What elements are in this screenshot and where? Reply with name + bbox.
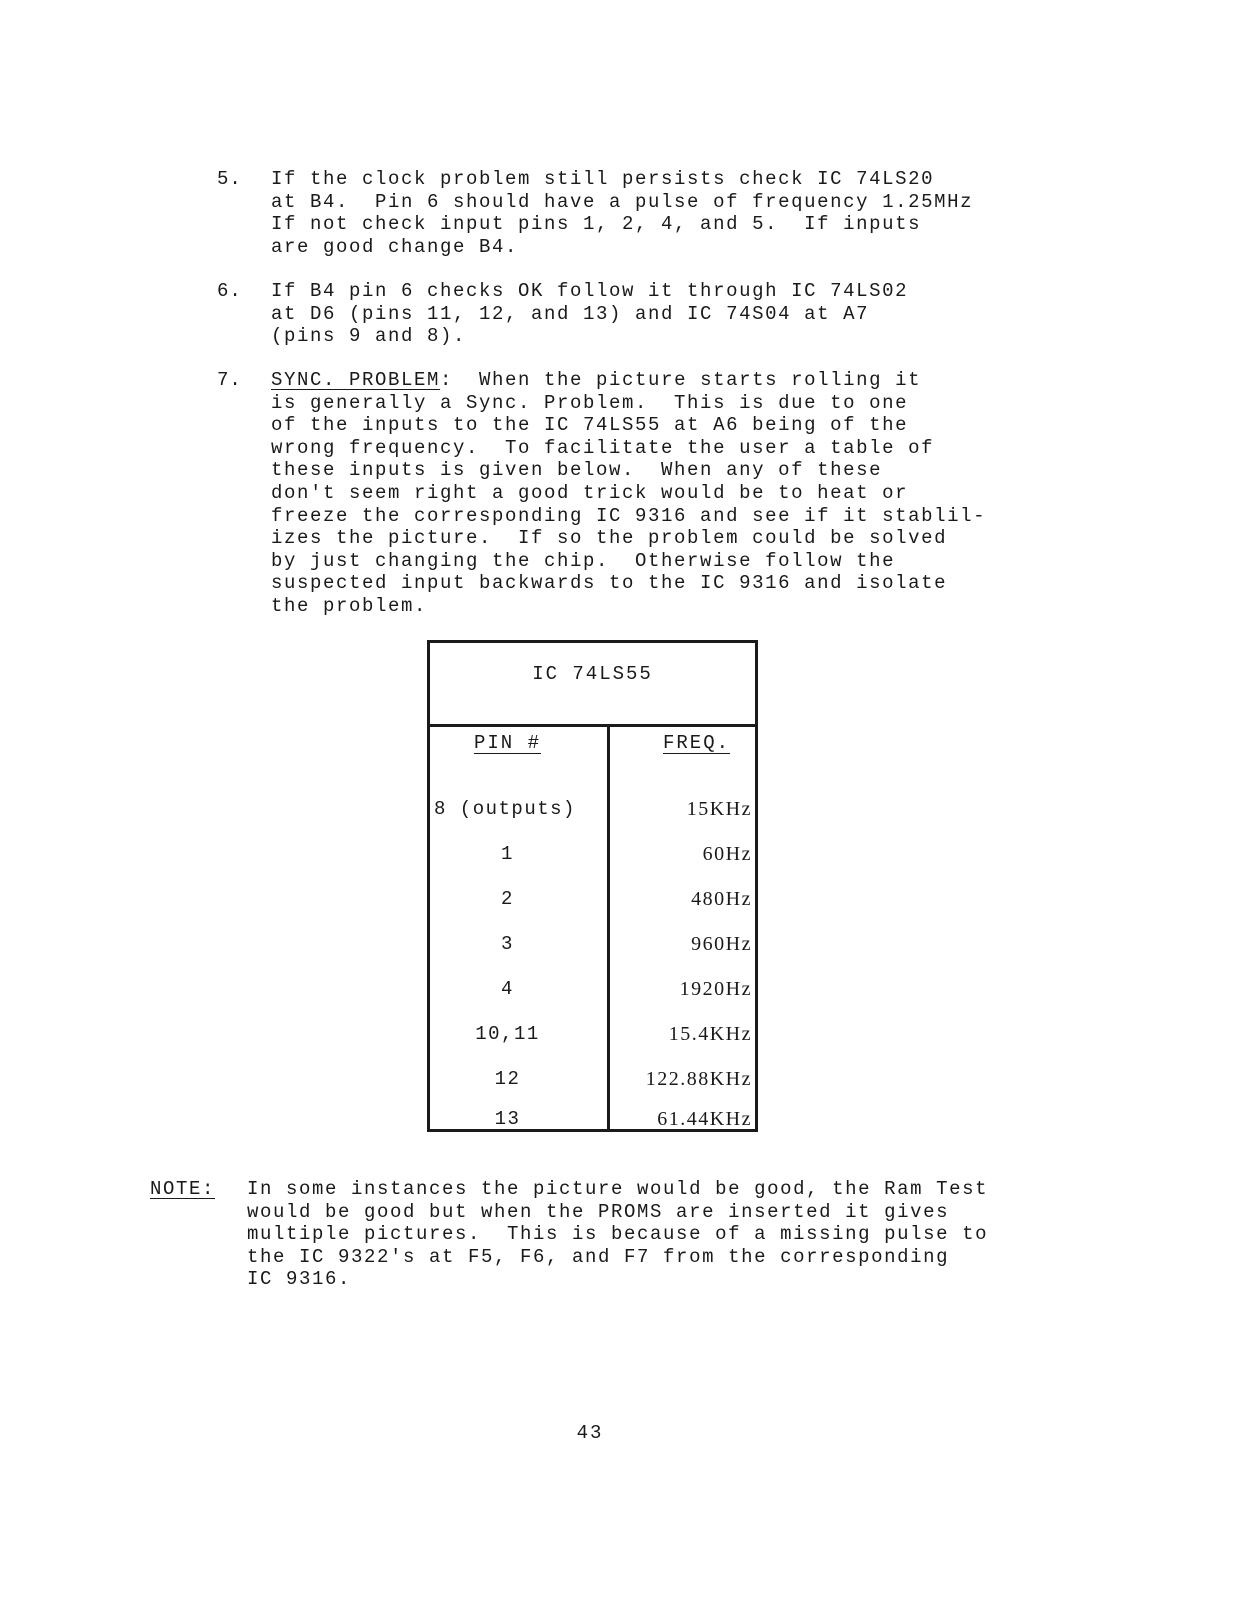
text-line: these inputs is given below. When any of these (271, 459, 883, 482)
text-line: are good change B4. (271, 235, 519, 258)
freq-cell: 1920Hz (679, 978, 752, 1000)
note-label: NOTE: (150, 1178, 216, 1200)
text-fragment: : When the picture starts rolling it (440, 369, 922, 391)
text-line: would be good but when the PROMS are inserted it gives (247, 1200, 950, 1223)
table-row (430, 888, 755, 918)
pin-cell: 1 (501, 843, 514, 865)
section-heading: SYNC. PROBLEM (271, 369, 441, 391)
column-header-pin: PIN # (474, 732, 542, 754)
table-row (430, 1108, 755, 1138)
freq-cell: 15KHz (686, 798, 752, 820)
text-line: IC 9316. (247, 1268, 352, 1291)
text-line: In some instances the picture would be good, the Ram Test (247, 1178, 989, 1200)
text-line (271, 369, 1041, 392)
pin-cell: 12 (494, 1068, 521, 1090)
text-line: of the inputs to the IC 74LS55 at A6 being of the (271, 414, 909, 437)
text-line: is generally a Sync. Problem. This is due to one (271, 391, 909, 414)
item-text (271, 369, 1041, 618)
freq-cell: 122.88KHz (645, 1068, 752, 1090)
text-line: don't seem right a good trick would be to heat or (271, 481, 909, 504)
frequency-table (427, 640, 758, 1132)
text-line: the problem. (271, 594, 428, 617)
freq-cell: 960Hz (691, 933, 752, 955)
pin-cell: 8 (outputs) (434, 798, 576, 820)
freq-cell: 60Hz (702, 843, 752, 865)
page-number: 43 (576, 1422, 604, 1444)
text-line: the IC 9322's at F5, F6, and F7 from the corresponding (247, 1245, 950, 1268)
text-line: suspected input backwards to the IC 9316 and isolate (271, 572, 948, 595)
table-row (430, 1023, 755, 1053)
item-number: 5. (217, 168, 242, 190)
text-line: at D6 (pins 11, 12, and 13) and IC 74S04 at A7 (271, 302, 870, 325)
text-line: izes the picture. If so the problem could be solved (271, 527, 948, 550)
text-line: at B4. Pin 6 should have a pulse of frequency 1.25MHz (271, 190, 974, 213)
text-line: multiple pictures. This is because of a missing pulse to (247, 1223, 989, 1246)
pin-cell: 3 (501, 933, 514, 955)
text-line: If B4 pin 6 checks OK follow it through IC 74LS02 (271, 280, 909, 302)
table-title-cell (430, 643, 755, 727)
freq-cell: 15.4KHz (668, 1023, 752, 1045)
text-line: If the clock problem still persists check IC 74LS20 (271, 168, 935, 190)
table-row (430, 798, 755, 828)
table-row (430, 933, 755, 963)
pin-cell: 4 (501, 978, 514, 1000)
item-text (271, 168, 1041, 258)
pin-cell: 2 (501, 888, 514, 910)
note-text (247, 1178, 988, 1291)
item-text (271, 280, 1041, 348)
table-row (430, 1068, 755, 1098)
text-line: If not check input pins 1, 2, 4, and 5. If inputs (271, 213, 922, 236)
text-line: (pins 9 and 8). (271, 325, 467, 348)
freq-cell: 61.44KHz (657, 1108, 752, 1130)
freq-cell: 480Hz (691, 888, 752, 910)
table-row (430, 978, 755, 1008)
pin-cell: 13 (494, 1108, 521, 1130)
text-line: by just changing the chip. Otherwise follow the (271, 549, 896, 572)
item-number: 6. (217, 280, 242, 302)
pin-cell: 10,11 (475, 1023, 540, 1045)
table-row (430, 843, 755, 873)
table-title: IC 74LS55 (532, 663, 653, 685)
text-line: wrong frequency. To facilitate the user a table of (271, 436, 935, 459)
column-header-freq: FREQ. (663, 732, 731, 754)
item-number: 7. (217, 369, 242, 391)
text-line: freeze the corresponding IC 9316 and see if it stablil- (271, 504, 987, 527)
